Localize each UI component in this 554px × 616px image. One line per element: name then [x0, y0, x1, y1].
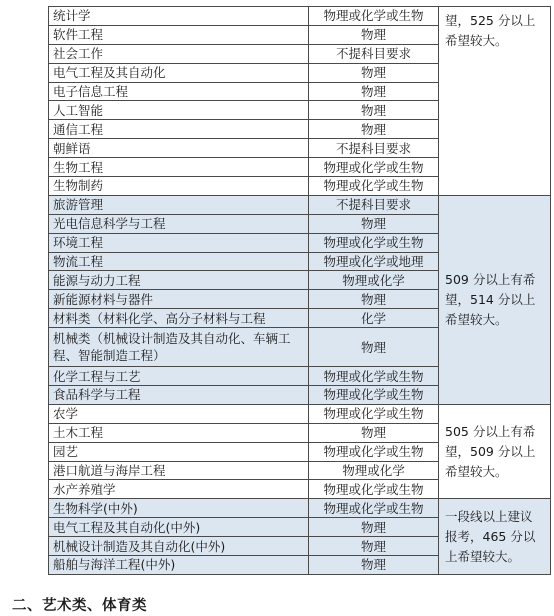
subject-requirement-cell: 物理: [309, 214, 439, 233]
major-name-cell: 环境工程: [49, 233, 309, 252]
subject-requirement-cell: 物理或化学或生物: [309, 158, 439, 177]
subject-requirement-cell: 物理: [309, 120, 439, 139]
subject-requirement-cell: 物理: [309, 101, 439, 120]
score-note-cell: 509 分以上有希望，514 分以上希望较大。: [439, 195, 551, 404]
major-name-cell: 材料类（材料化学、高分子材料与工程: [49, 309, 309, 328]
subject-requirement-cell: 物理或化学或生物: [309, 386, 439, 405]
table-body: [49, 7, 551, 575]
subject-requirement-cell: 物理: [309, 556, 439, 575]
table-row: [49, 7, 551, 26]
subject-requirement-cell: 不提科目要求: [309, 44, 439, 63]
subject-requirement-cell: 物理或化学或生物: [309, 177, 439, 196]
subject-requirement-cell: 物理: [309, 82, 439, 101]
major-name-cell: 电气工程及其自动化(中外): [49, 518, 309, 537]
table-row: [49, 499, 551, 518]
major-name-cell: 生物制药: [49, 177, 309, 196]
major-name-cell: 统计学: [49, 7, 309, 26]
section-heading: 二、艺术类、体育类: [12, 598, 147, 614]
subject-requirement-cell: 化学: [309, 309, 439, 328]
major-name-cell: 机械类（机械设计制造及其自动化、车辆工程、智能制造工程）: [49, 328, 309, 367]
subject-requirement-cell: 物理或化学: [309, 271, 439, 290]
major-name-cell: 农学: [49, 404, 309, 423]
subject-requirement-cell: 物理: [309, 25, 439, 44]
major-requirements-table: [48, 6, 551, 575]
score-note-cell: 望，525 分以上希望较大。: [439, 7, 551, 196]
major-name-cell: 化学工程与工艺: [49, 367, 309, 386]
subject-requirement-cell: 物理: [309, 518, 439, 537]
score-note-cell: 一段线以上建议报考，465 分以上希望较大。: [439, 499, 551, 575]
table-row: [49, 195, 551, 214]
subject-requirement-cell: 不提科目要求: [309, 195, 439, 214]
subject-requirement-cell: 物理或化学或生物: [309, 499, 439, 518]
subject-requirement-cell: 不提科目要求: [309, 139, 439, 158]
subject-requirement-cell: 物理或化学或生物: [309, 7, 439, 26]
major-name-cell: 机械设计制造及其自动化(中外): [49, 537, 309, 556]
subject-requirement-cell: 物理或化学或生物: [309, 367, 439, 386]
major-name-cell: 朝鲜语: [49, 139, 309, 158]
subject-requirement-cell: 物理: [309, 537, 439, 556]
major-name-cell: 港口航道与海岸工程: [49, 461, 309, 480]
major-name-cell: 园艺: [49, 442, 309, 461]
score-note-cell: 505 分以上有希望，509 分以上希望较大。: [439, 404, 551, 498]
subject-requirement-cell: 物理: [309, 423, 439, 442]
subject-requirement-cell: 物理或化学或生物: [309, 442, 439, 461]
subject-requirement-cell: 物理或化学或生物: [309, 233, 439, 252]
table-row: [49, 404, 551, 423]
subject-requirement-cell: 物理或化学或生物: [309, 480, 439, 499]
major-name-cell: 旅游管理: [49, 195, 309, 214]
major-name-cell: 电子信息工程: [49, 82, 309, 101]
major-name-cell: 人工智能: [49, 101, 309, 120]
major-name-cell: 通信工程: [49, 120, 309, 139]
major-name-cell: 社会工作: [49, 44, 309, 63]
major-name-cell: 光电信息科学与工程: [49, 214, 309, 233]
major-name-cell: 软件工程: [49, 25, 309, 44]
subject-requirement-cell: 物理: [309, 63, 439, 82]
major-name-cell: 新能源材料与器件: [49, 290, 309, 309]
major-name-cell: 生物工程: [49, 158, 309, 177]
major-name-cell: 物流工程: [49, 252, 309, 271]
major-name-cell: 电气工程及其自动化: [49, 63, 309, 82]
major-name-cell: 食品科学与工程: [49, 386, 309, 405]
major-name-cell: 能源与动力工程: [49, 271, 309, 290]
major-name-cell: 水产养殖学: [49, 480, 309, 499]
major-name-cell: 生物科学(中外): [49, 499, 309, 518]
subject-requirement-cell: 物理或化学或地理: [309, 252, 439, 271]
subject-requirement-cell: 物理或化学: [309, 461, 439, 480]
major-name-cell: 船舶与海洋工程(中外): [49, 556, 309, 575]
subject-requirement-cell: 物理: [309, 290, 439, 309]
subject-requirement-cell: 物理或化学或生物: [309, 404, 439, 423]
subject-requirement-cell: 物理: [309, 328, 439, 367]
major-name-cell: 土木工程: [49, 423, 309, 442]
